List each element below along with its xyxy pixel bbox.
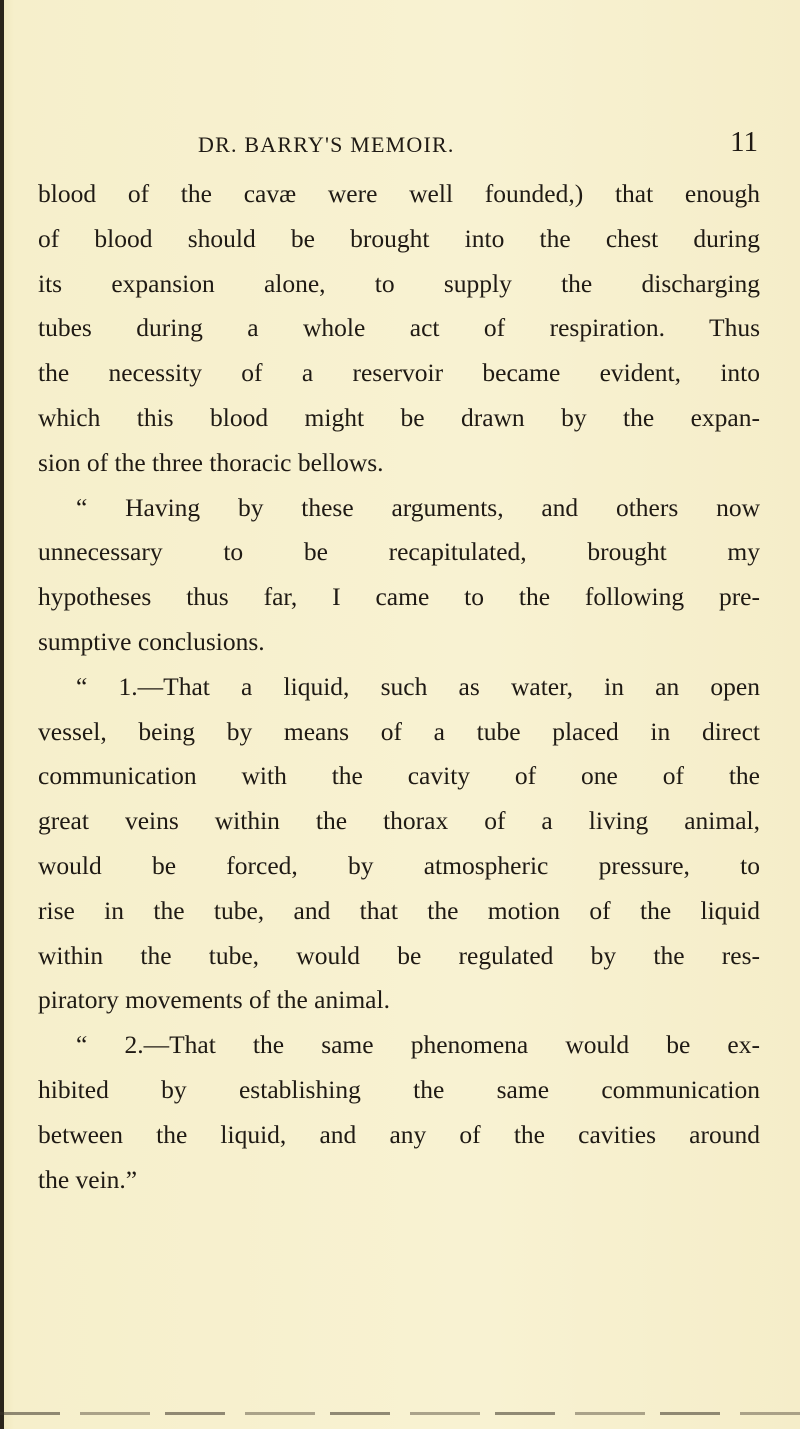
running-title: DR. BARRY'S MEMOIR. (198, 132, 455, 157)
text-line: would be forced, by atmospheric pressure, to (38, 850, 760, 880)
text-line: sion of the three thoracic bellows. (38, 447, 384, 477)
text-line: great veins within the thorax of a living animal, (38, 806, 760, 836)
text-line: sumptive conclusions. (38, 626, 265, 656)
text-line: hypotheses thus far, I came to the following pre- (38, 582, 760, 612)
text-line: the vein.” (38, 1164, 138, 1194)
text-line: tubes during a whole act of respiration. Thus (38, 313, 760, 343)
text-line: between the liquid, and any of the cavities around (38, 1119, 760, 1149)
paragraph-start-line: “ Having by these arguments, and others now (76, 492, 760, 522)
text-line: within the tube, would be regulated by the res- (38, 940, 760, 970)
text-line: vessel, being by means of a tube placed in direct (38, 716, 760, 746)
text-line: of blood should be brought into the chest during (38, 223, 760, 253)
page-number: 11 (730, 126, 758, 158)
text-line: unnecessary to be recapitulated, brought my (38, 537, 760, 567)
text-line: blood of the cavæ were well founded,) that enough (38, 179, 760, 208)
body-text (38, 172, 760, 1202)
text-line: piratory movements of the animal. (38, 985, 390, 1015)
text-line: hibited by establishing the same communication (38, 1074, 760, 1104)
paragraph-start-line: “ 2.—That the same phenomena would be ex- (76, 1030, 760, 1060)
text-line: the necessity of a reservoir became evident, into (38, 358, 760, 388)
text-line: which this blood might be drawn by the expan- (38, 402, 760, 432)
text-line: rise in the tube, and that the motion of the liquid (38, 895, 760, 925)
text-line: its expansion alone, to supply the discharging (38, 268, 760, 298)
text-line: communication with the cavity of one of the (38, 761, 760, 791)
running-head (198, 126, 758, 166)
page-binding-edge (0, 0, 4, 1429)
paragraph-start-line: “ 1.—That a liquid, such as water, in an open (76, 671, 760, 701)
page-bottom-edge (0, 1412, 800, 1415)
